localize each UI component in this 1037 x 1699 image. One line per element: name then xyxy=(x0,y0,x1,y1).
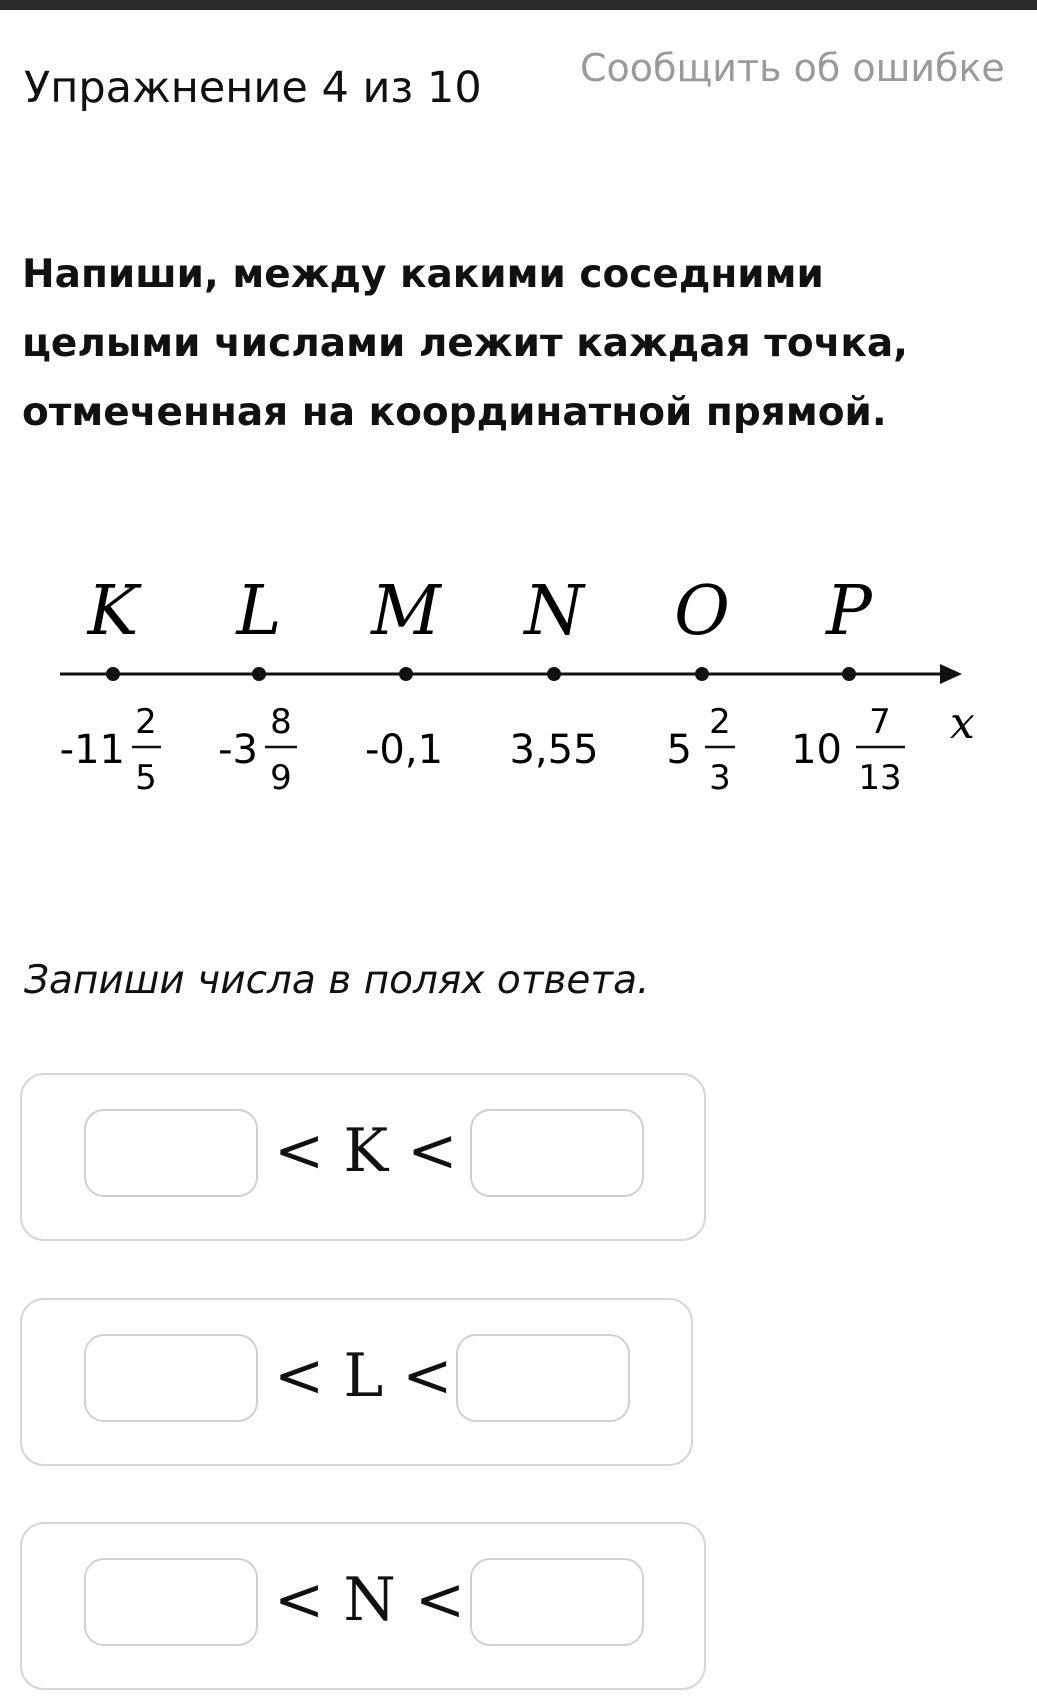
point-o xyxy=(667,572,735,798)
point-denominator: 3 xyxy=(709,758,731,798)
point-numerator: 2 xyxy=(709,702,731,742)
upper-bound-input-n[interactable] xyxy=(470,1558,644,1646)
top-bar xyxy=(0,0,1037,10)
point-k xyxy=(60,572,161,798)
axis-arrow-icon xyxy=(940,664,962,684)
lower-bound-input-n[interactable] xyxy=(84,1558,258,1646)
instruction-text: Запиши числа в полях ответа. xyxy=(24,958,650,1003)
point-letter: P xyxy=(826,572,872,651)
upper-bound-input-l[interactable] xyxy=(456,1334,630,1422)
point-whole: -3 xyxy=(218,727,258,773)
point-numerator: 2 xyxy=(135,702,157,742)
inequality-n: < N < xyxy=(274,1565,466,1635)
point-marker xyxy=(399,667,413,681)
point-whole: 5 xyxy=(666,727,692,773)
point-value: -0,1 xyxy=(364,727,444,773)
point-letter: N xyxy=(524,572,584,651)
point-denominator: 5 xyxy=(135,758,157,798)
axis-label: x xyxy=(950,698,975,749)
upper-bound-input-k[interactable] xyxy=(470,1109,644,1197)
answer-card-n xyxy=(20,1522,706,1690)
point-marker xyxy=(547,667,561,681)
point-letter: O xyxy=(674,572,730,651)
point-marker xyxy=(695,667,709,681)
task-text: Напиши, между какими соседними целыми числами лежит каждая точка, отмеченная на координатной прямой. xyxy=(22,252,908,435)
point-marker xyxy=(842,667,856,681)
answer-card-k xyxy=(20,1073,706,1241)
point-whole: 10 xyxy=(791,727,842,773)
point-p xyxy=(791,572,905,798)
point-value: 3,55 xyxy=(509,727,599,773)
exercise-title: Упражнение 4 из 10 xyxy=(24,63,482,113)
point-l xyxy=(218,572,297,798)
point-marker xyxy=(106,667,120,681)
point-letter: L xyxy=(236,572,282,651)
lower-bound-input-l[interactable] xyxy=(84,1334,258,1422)
point-letter: M xyxy=(371,572,441,651)
inequality-k: < K < xyxy=(274,1116,458,1186)
report-error-link[interactable]: Сообщить об ошибке xyxy=(580,46,1005,90)
point-letter: K xyxy=(87,572,139,651)
inequality-l: < L < xyxy=(274,1341,453,1411)
answer-card-l xyxy=(20,1298,693,1466)
point-denominator: 9 xyxy=(270,758,292,798)
point-numerator: 8 xyxy=(270,702,292,742)
point-denominator: 13 xyxy=(858,758,902,798)
point-numerator: 7 xyxy=(869,702,891,742)
lower-bound-input-k[interactable] xyxy=(84,1109,258,1197)
point-whole: -11 xyxy=(59,727,125,773)
point-marker xyxy=(252,667,266,681)
number-line xyxy=(0,560,1037,820)
